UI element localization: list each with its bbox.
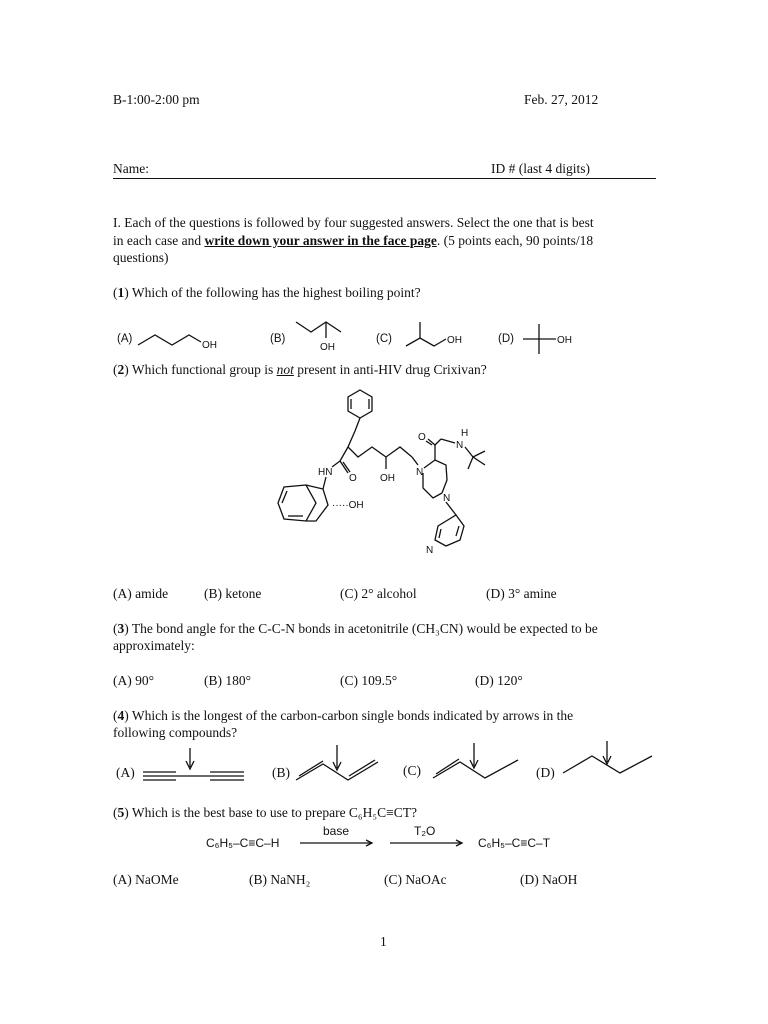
- q5-answer-b: (B) NaNH₂: [249, 872, 311, 887]
- q4-structure-c: [430, 740, 525, 785]
- q5-arrow-2: [390, 838, 470, 848]
- q3-answer-b: (B) 180°: [204, 673, 252, 688]
- svg-text:N: N: [426, 545, 434, 556]
- q2-answer-a: (A) amide: [113, 586, 169, 601]
- q3-answer-c: (C) 109.5°: [340, 673, 398, 688]
- q5-arrow-1: [300, 838, 380, 848]
- q5-reagent-t2o: T₂O: [414, 824, 436, 838]
- q4-structure-d: [560, 738, 660, 783]
- exam-date: Feb. 27, 2012: [524, 92, 599, 107]
- q5-answer-d: (D) NaOH: [520, 872, 578, 887]
- svg-text:OH: OH: [320, 342, 335, 353]
- instructions-line3: questions): [113, 250, 169, 265]
- q1-structure-b: [293, 312, 353, 357]
- q5-answer-a: (A) NaOMe: [113, 872, 179, 887]
- q4-option-d-label: (D): [536, 765, 555, 780]
- q4-option-a-label: (A): [116, 765, 135, 780]
- question-5: (5) Which is the best base to use to prepare C₆H₅C≡CT?: [113, 805, 417, 820]
- svg-text:N: N: [416, 467, 424, 478]
- q2-answer-c: (C) 2° alcohol: [340, 586, 417, 601]
- instructions-emphasis: write down your answer in the face page: [204, 233, 437, 248]
- instructions-line2: in each case and write down your answer in the face page. (5 points each, 90 points/18: [113, 233, 594, 248]
- question-2: (2) Which functional group is not present in anti-HIV drug Crixivan?: [113, 362, 487, 377]
- page-number: 1: [380, 934, 387, 949]
- q2-answer-d: (D) 3° amine: [486, 586, 557, 601]
- q5-answer-c: (C) NaOAc: [384, 872, 447, 887]
- svg-text:O: O: [349, 473, 357, 484]
- q1-option-a-label: (A): [117, 333, 133, 345]
- id-label: ID # (last 4 digits): [491, 161, 590, 176]
- question-4: (4) Which is the longest of the carbon-carbon single bonds indicated by arrows in the: [113, 708, 574, 723]
- svg-text:OH: OH: [202, 340, 217, 351]
- q1-structure-c: [403, 318, 478, 353]
- question-1: (1) Which of the following has the highest boiling point?: [113, 285, 421, 300]
- q1-structure-d: [520, 320, 585, 360]
- q4-option-c-label: (C): [403, 763, 421, 778]
- svg-text:OH: OH: [447, 335, 462, 346]
- name-label: Name:: [113, 161, 149, 176]
- question-3: (3) The bond angle for the C-C-N bonds in acetonitrile (CH₃CN) would be expected to be: [113, 621, 598, 636]
- question-3-line2: approximately:: [113, 638, 195, 653]
- session-time: B-1:00-2:00 pm: [113, 92, 200, 107]
- q5-product: C₆H₅–C≡C–T: [478, 836, 551, 850]
- q1-structure-a: [135, 325, 225, 355]
- svg-text:N: N: [443, 493, 451, 504]
- q5-reagent-base: base: [323, 824, 350, 838]
- instructions-line1: I. Each of the questions is followed by four suggested answers. Select the one that is best: [113, 215, 594, 230]
- q3-answer-d: (D) 120°: [475, 673, 523, 688]
- q4-structure-a: [140, 745, 250, 785]
- q2-answer-b: (B) ketone: [204, 586, 262, 601]
- q1-option-c-label: (C): [376, 333, 392, 345]
- q5-reactant: C₆H₅–C≡C–H: [206, 836, 280, 850]
- crixivan-structure: [270, 385, 500, 570]
- svg-text:N: N: [456, 440, 464, 451]
- q4-option-b-label: (B): [272, 765, 290, 780]
- svg-text:OH: OH: [557, 335, 572, 346]
- svg-text:O: O: [418, 432, 426, 443]
- q3-answer-a: (A) 90°: [113, 673, 155, 688]
- name-underline: [113, 178, 656, 179]
- svg-text:H: H: [461, 428, 469, 439]
- q4-structure-b: [293, 742, 388, 787]
- question-4-line2: following compounds?: [113, 725, 238, 740]
- q2-emphasis: not: [276, 362, 294, 377]
- q1-option-b-label: (B): [270, 333, 286, 345]
- svg-text:OH: OH: [380, 473, 395, 484]
- q1-option-d-label: (D): [498, 333, 514, 345]
- svg-text:·····OH: ·····OH: [332, 500, 364, 511]
- svg-text:HN: HN: [318, 467, 333, 478]
